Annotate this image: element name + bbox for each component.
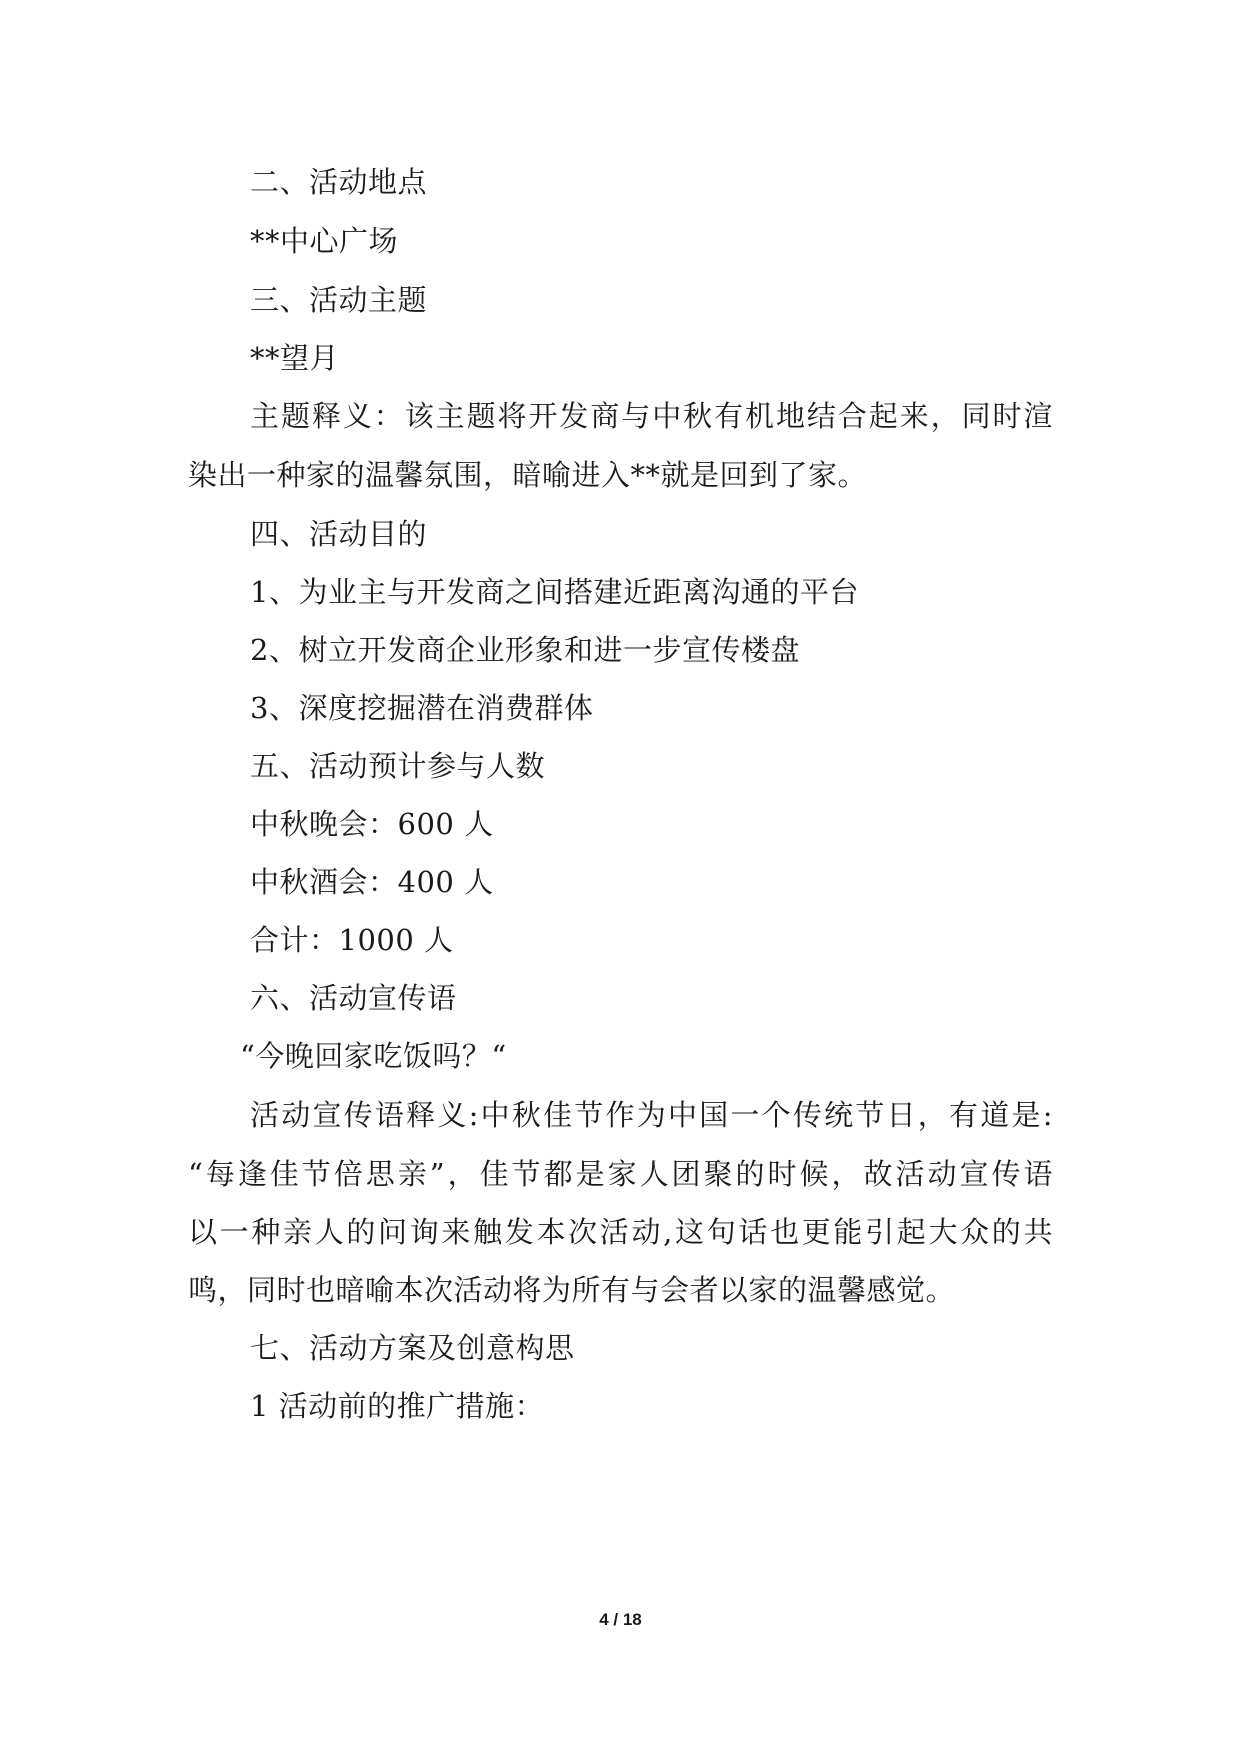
attendance-total: 合计：1000 人 (250, 923, 454, 957)
attendance-reception: 中秋酒会：400 人 (250, 865, 494, 899)
purpose-item-3: 3、深度挖掘潜在消费群体 (250, 691, 594, 725)
venue-text: **中心广场 (250, 224, 399, 258)
section-heading-slogan: 六、活动宣传语 (250, 981, 457, 1015)
slogan-explanation-line-1: 活动宣传语释义:中秋佳节作为中国一个传统节日，有道是: (250, 1098, 1053, 1132)
page-number: 4 / 18 (599, 1610, 642, 1629)
slogan-explanation-line-4: 鸣，同时也暗喻本次活动将为所有与会者以家的温馨感觉。 (188, 1273, 956, 1307)
slogan-text: “今晚回家吃饭吗？“ (240, 1039, 507, 1073)
section-heading-purpose: 四、活动目的 (250, 517, 428, 551)
section-heading-plan: 七、活动方案及创意构思 (250, 1331, 575, 1365)
theme-explanation-line-1: 主题释义：该主题将开发商与中秋有机地结合起来，同时渲 (250, 399, 1053, 433)
slogan-explanation-line-3: 以一种亲人的问询来触发本次活动,这句话也更能引起大众的共 (188, 1215, 1053, 1249)
section-heading-attendance: 五、活动预计参与人数 (250, 749, 546, 783)
theme-explanation-line-2: 染出一种家的温馨氛围，暗喻进入**就是回到了家。 (188, 458, 868, 492)
section-heading-venue: 二、活动地点 (250, 165, 428, 199)
purpose-item-2: 2、树立开发商企业形象和进一步宣传楼盘 (250, 633, 800, 667)
plan-subheading-promotion: 1 活动前的推广措施： (250, 1389, 545, 1423)
purpose-item-1: 1、为业主与开发商之间搭建近距离沟通的平台 (250, 575, 859, 609)
attendance-gala: 中秋晚会：600 人 (250, 807, 494, 841)
slogan-explanation-line-2: “每逢佳节倍思亲”，佳节都是家人团聚的时候，故活动宣传语 (188, 1157, 1053, 1191)
theme-text: **望月 (250, 341, 340, 375)
section-heading-theme: 三、活动主题 (250, 283, 428, 317)
